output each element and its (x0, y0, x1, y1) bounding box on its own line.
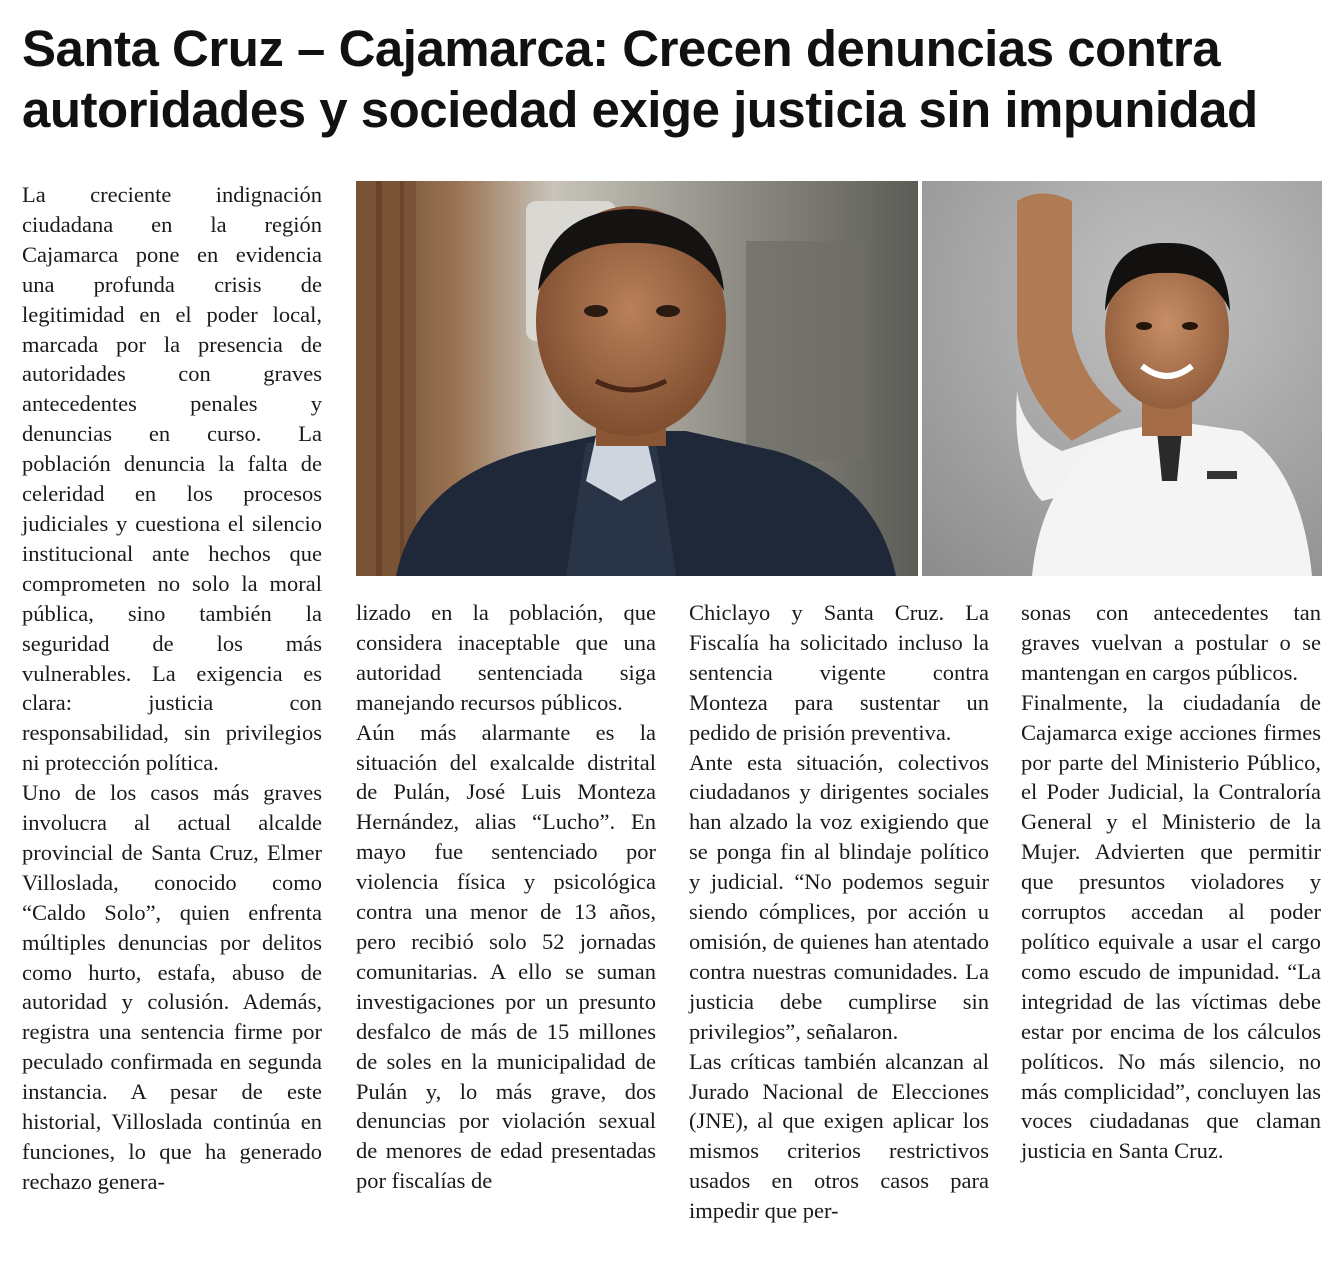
paragraph: Chiclayo y Santa Cruz. La Fiscalía ha solicitado incluso la sentencia vigente contra Monteza para sustentar un pedido de prisión preventiva. (689, 600, 989, 745)
paragraph: Uno de los casos más graves involucra al actual alcalde provincial de Santa Cruz, Elmer Villoslada, conocido como “Caldo Solo”, quien enfrenta múltiples denuncias por delitos como hurto, estafa, abuso de autoridad y colusión. Además, registra una sentencia firme por peculado confirmada en segunda instancia. A pesar de este historial, Villoslada continúa en funciones, lo que ha generado rechazo genera- (22, 780, 322, 1194)
photo-man-dark-jacket (356, 181, 918, 576)
paragraph: lizado en la población, que considera inaceptable que una autoridad sentenciada siga manejando recursos públicos. (356, 600, 656, 715)
headline (22, 18, 1322, 140)
article-column-3 (689, 598, 989, 1226)
headline-line-1: Santa Cruz – Cajamarca: Crecen denuncias contra (22, 20, 1221, 77)
paragraph: Aún más alarmante es la situación del exalcalde distrital de Pulán, José Luis Monteza Hernández, alias “Lucho”. En mayo fue sentenciado por violencia física y psicológica contra una menor de 13 años, pero recibió solo 52 jornadas comunitarias. A ello se suman investigaciones por un presunto desfalco de más de 15 millones de soles en la municipalidad de Pulán y, lo más grave, dos denuncias por violación sexual de menores de edad presentadas por fiscalías de (356, 719, 656, 1194)
paragraph: Las críticas también alcanzan al Jurado Nacional de Elecciones (JNE), al que exigen aplicar los mismos criterios restrictivos usados en otros casos para impedir que per- (689, 1048, 989, 1224)
paragraph: Ante esta situación, colectivos ciudadanos y dirigentes sociales han alzado la voz exigiendo que se ponga fin al blindaje político y judicial. “No podemos seguir siendo cómplices, por acción u omisión, de quienes han atentado contra nuestras comunidades. La justicia debe cumplirse sin privilegios”, señalaron. (689, 749, 989, 1044)
photo-young-man-raising-hand (922, 181, 1322, 576)
paragraph: La creciente indignación ciudadana en la región Cajamarca pone en evidencia una profunda crisis de legitimidad en el poder local, marcada por la presencia de autoridades con graves antecedentes penales y denuncias en curso. La población denuncia la falta de celeridad en los procesos judiciales y cuestiona el silencio institucional ante hechos que comprometen no solo la moral pública, sino también la seguridad de los más vulnerables. La exigencia es clara: justicia con responsabilidad, sin privilegios ni protección política. (22, 182, 322, 776)
article-column-2 (356, 598, 656, 1196)
headline-line-2: autoridades y sociedad exige justicia sin impunidad (22, 81, 1258, 138)
article-column-4 (1021, 598, 1321, 1166)
article-column-1 (22, 180, 322, 1197)
paragraph: sonas con antecedentes tan graves vuelvan a postular o se mantengan en cargos públicos. (1021, 600, 1321, 685)
paragraph: Finalmente, la ciudadanía de Cajamarca exige acciones firmes por parte del Ministerio Público, el Poder Judicial, la Contraloría General y el Ministerio de la Mujer. Advierten que permitir que presuntos violadores y corruptos accedan al poder político equivale a usar el cargo como escudo de impunidad. “La integridad de las víctimas debe estar por encima de los cálculos políticos. No más silencio, no más complicidad”, concluyen las voces ciudadanas que claman justicia en Santa Cruz. (1021, 689, 1321, 1164)
